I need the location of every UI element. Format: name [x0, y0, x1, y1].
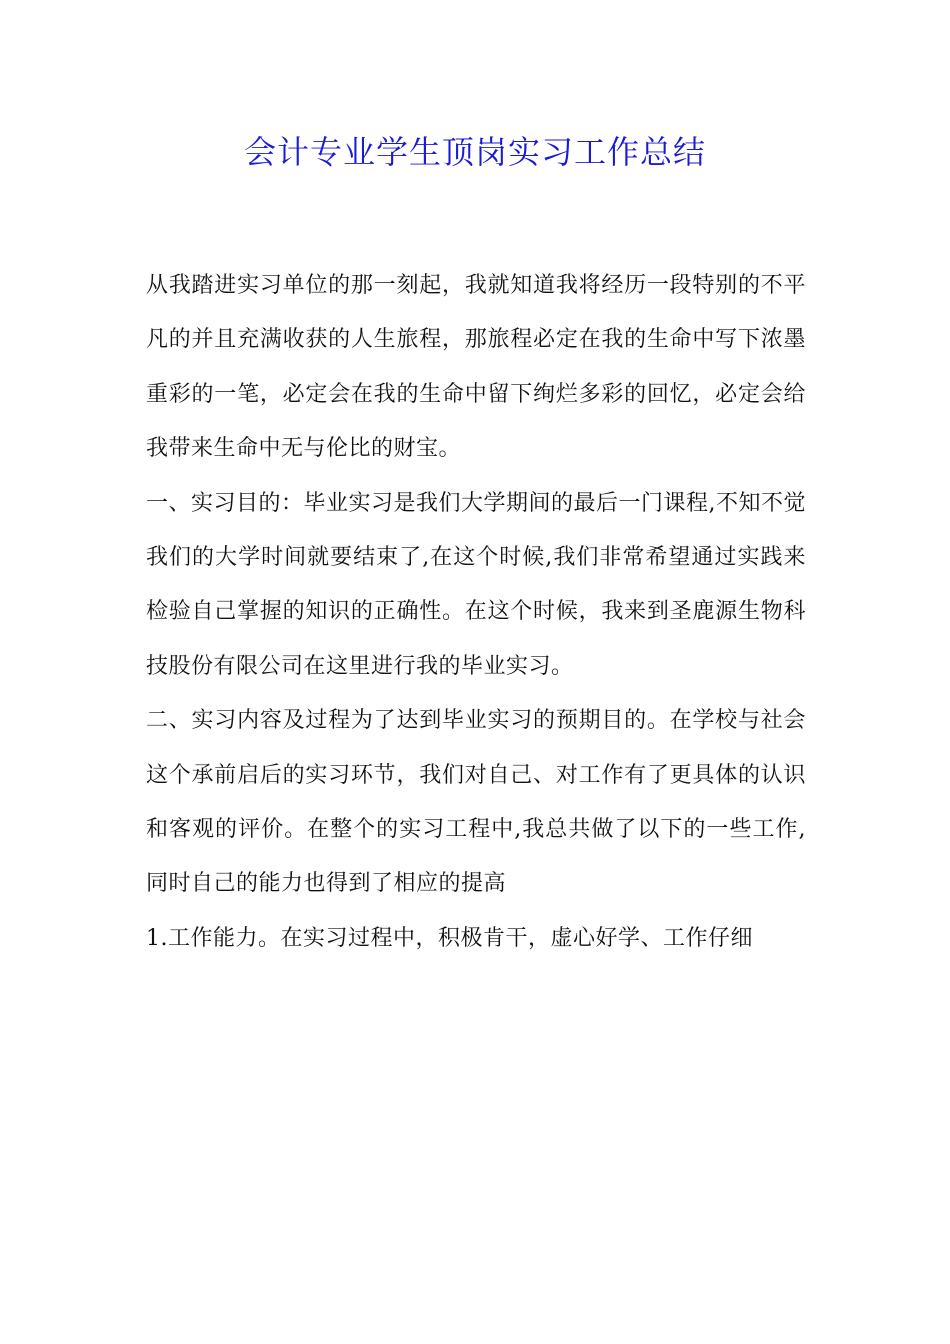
document-title: 会计专业学生顶岗实习工作总结 — [243, 133, 706, 171]
paragraph-purpose: 一、实习目的：毕业实习是我们大学期间的最后一门课程,不知不觉我们的大学时间就要结束了,在这个时候,我们非常希望通过实践来检验自己掌握的知识的正确性。在这个时候，我来到圣鹿源生物科技股份有限公司在这里进行我的毕业实习。 — [146, 490, 806, 679]
paragraph-intro: 从我踏进实习单位的那一刻起，我就知道我将经历一段特别的不平凡的并且充满收获的人生旅程，那旅程必定在我的生命中写下浓墨重彩的一笔，必定会在我的生命中留下绚烂多彩的回忆，必定会给我带来生命中无与伦比的财宝。 — [146, 273, 806, 462]
document-body — [146, 259, 806, 966]
paragraph-content: 二、实习内容及过程为了达到毕业实习的预期目的。在学校与社会这个承前启后的实习环节，我们对自己、对工作有了更具体的认识和客观的评价。在整个的实习工程中,我总共做了以下的一些工作,同时自己的能力也得到了相应的提高 — [146, 708, 806, 897]
paragraph-ability: 1.工作能力。在实习过程中，积极肯干，虚心好学、工作仔细 — [146, 925, 753, 951]
